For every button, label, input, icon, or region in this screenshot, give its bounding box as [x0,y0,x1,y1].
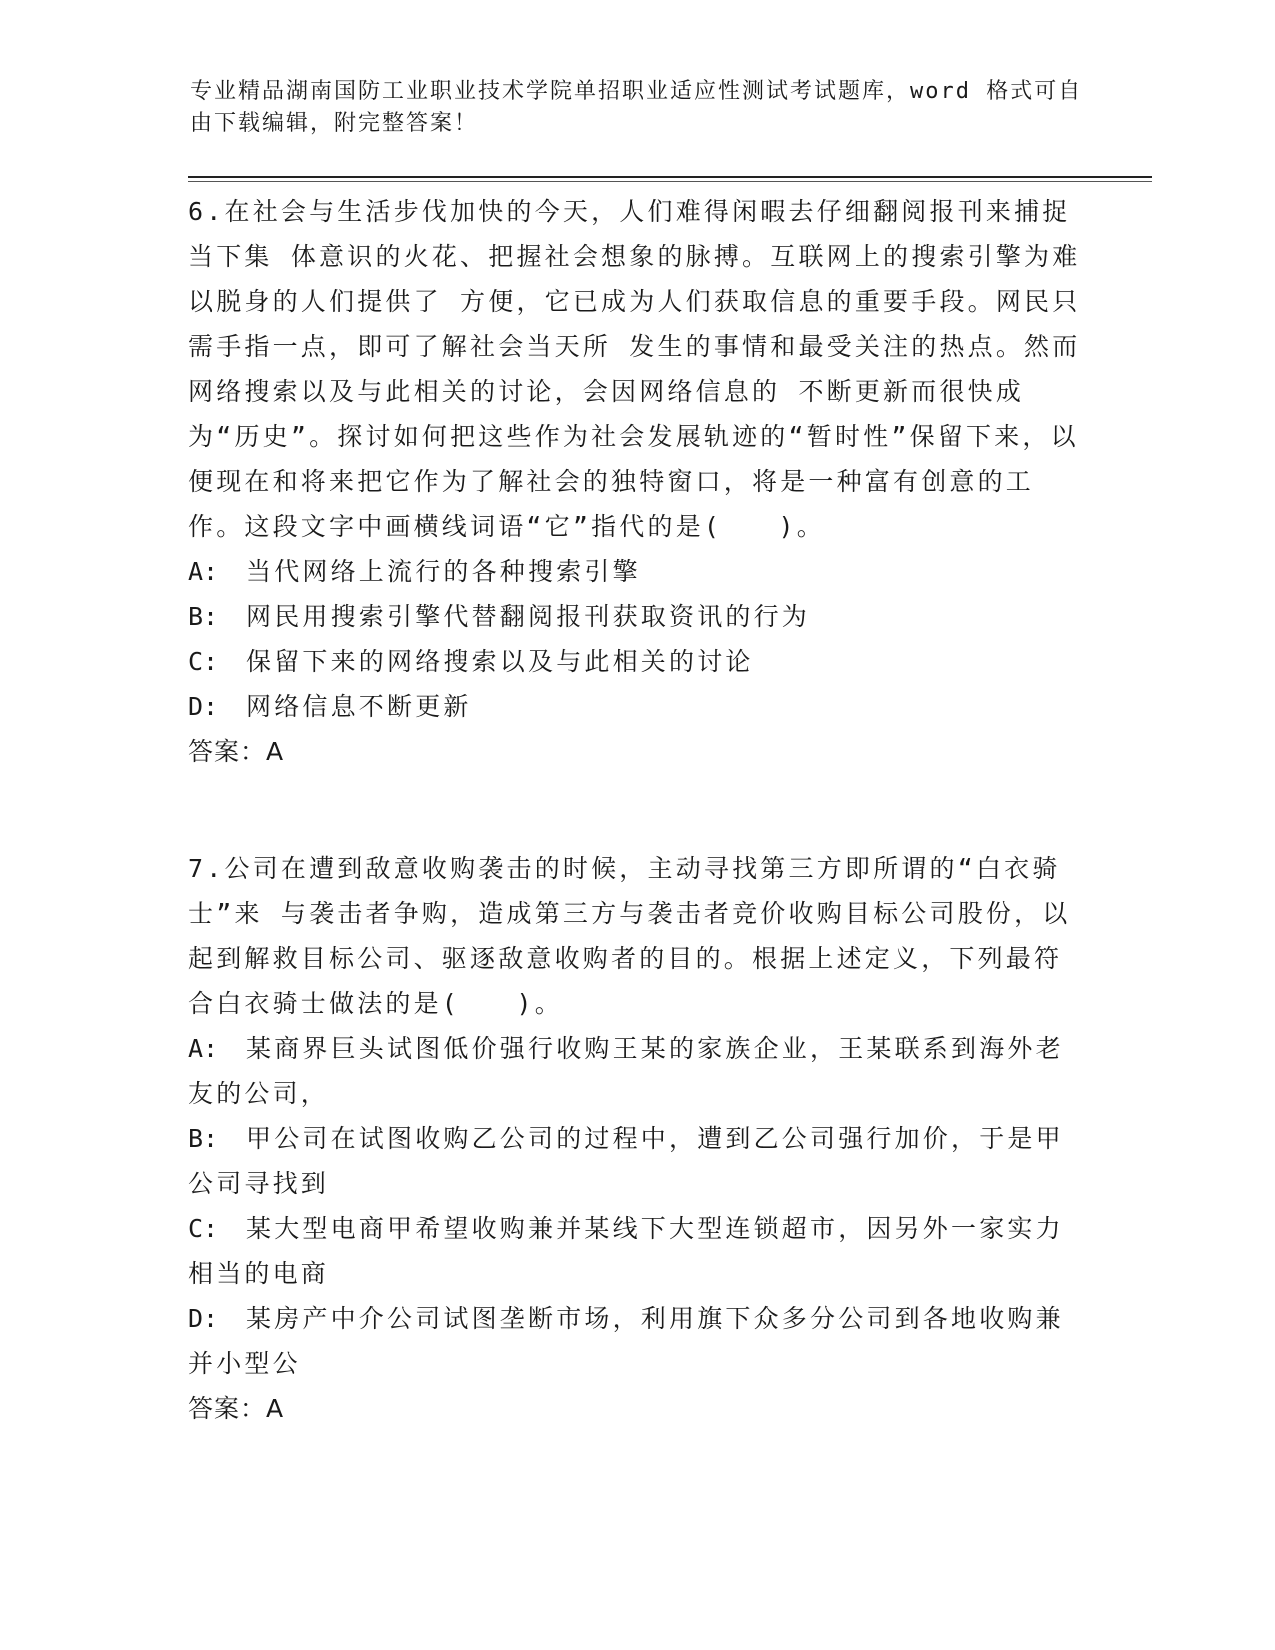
option-key: B: [188,602,219,631]
question-6 [188,189,1088,774]
page-header: 专业精品湖南国防工业职业技术学院单招职业适应性测试考试题库，word 格式可自由下载编辑，附完整答案！ [190,79,1083,136]
option-key: A: [188,557,219,586]
option-key: B: [188,1124,219,1153]
option-b [188,1116,1088,1206]
answer-line: 答案：A [188,737,285,766]
option-b [188,594,1088,639]
option-text: 某房产中介公司试图垄断市场，利用旗下众多分公司到各地收购兼并小型公 [188,1304,1064,1378]
question-list [188,189,1088,1431]
header-rule-thin [188,181,1152,182]
question-7 [188,846,1088,1431]
option-c [188,639,1088,684]
option-c [188,1206,1088,1296]
header-rule-thick [188,176,1152,178]
question-stem: 6.在社会与生活步伐加快的今天，人们难得闲暇去仔细翻阅报刊来捕捉当下集 体意识的火花、把握社会想象的脉搏。互联网上的搜索引擎为难以脱身的人们提供了 方便，它已成为人们获取信息的重要手段。网民只需手指一点，即可了解社会当天所 发生的事情和最受关注的热点。然而网络搜索以及与此相关的讨论，会因网络信息的 不断更新而很快成为“历史”。探讨如何把这些作为社会发展轨迹的“暂时性”保留下来，以便现在和将来把它作为了解社会的独特窗口，将是一种富有创意的工作。这段文字中画横线词语“它”指代的是( )。 [188,197,1081,541]
option-a [188,549,1088,594]
answer-line: 答案：A [188,1394,285,1423]
question-spacer [188,774,1088,846]
option-text: 网络信息不断更新 [246,692,472,721]
option-text: 某商界巨头试图低价强行收购王某的家族企业，王某联系到海外老友的公司， [188,1034,1064,1108]
option-d [188,1296,1088,1386]
option-key: C: [188,1214,219,1243]
option-a [188,1026,1088,1116]
option-key: A: [188,1034,219,1063]
option-text: 当代网络上流行的各种搜索引擎 [246,557,641,586]
question-stem: 7.公司在遭到敌意收购袭击的时候，主动寻找第三方即所谓的“白衣骑士”来 与袭击者争购，造成第三方与袭击者竞价收购目标公司股份，以起到解救目标公司、驱逐敌意收购者的目的。根据上述定义，下列最符合白衣骑士做法的是( )。 [188,854,1071,1018]
option-text: 网民用搜索引擎代替翻阅报刊获取资讯的行为 [246,602,811,631]
option-text: 甲公司在试图收购乙公司的过程中，遭到乙公司强行加价，于是甲公司寻找到 [188,1124,1064,1198]
option-d [188,684,1088,729]
option-key: C: [188,647,219,676]
option-text: 保留下来的网络搜索以及与此相关的讨论 [246,647,754,676]
option-key: D: [188,1304,219,1333]
option-text: 某大型电商甲希望收购兼并某线下大型连锁超市，因另外一家实力相当的电商 [188,1214,1064,1288]
option-key: D: [188,692,219,721]
